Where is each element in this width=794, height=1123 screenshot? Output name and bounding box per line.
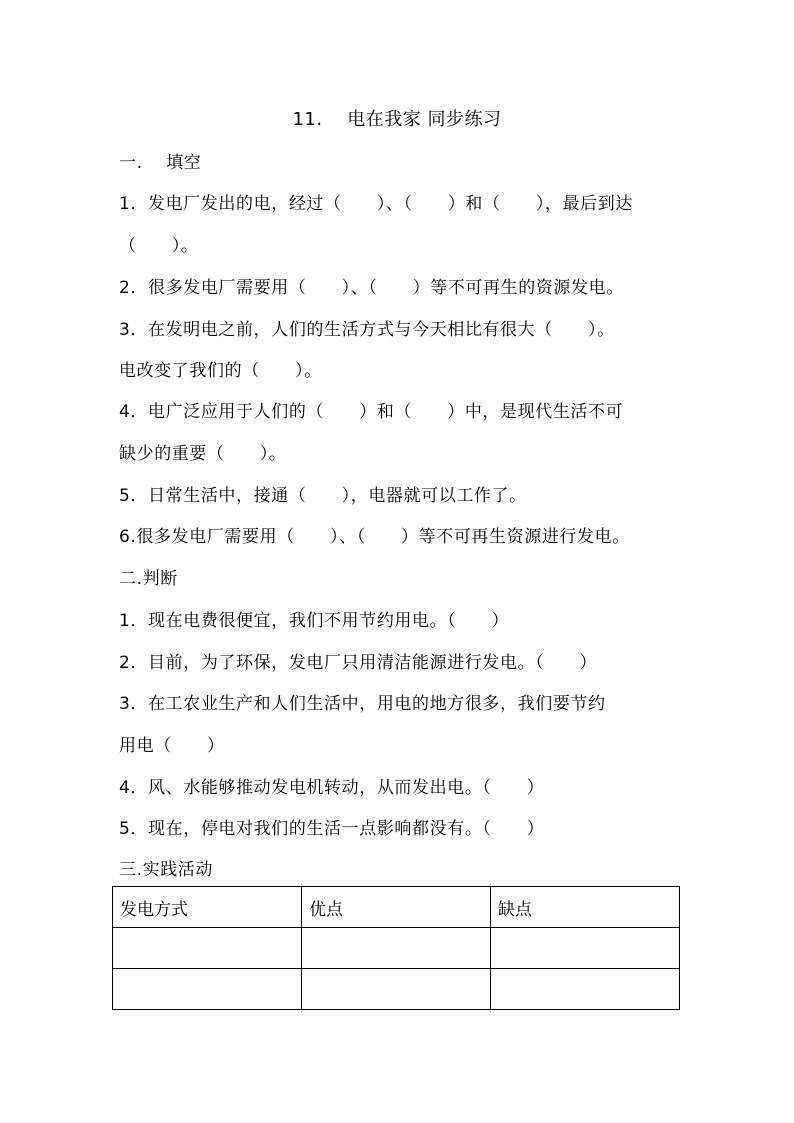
fill-question-6: 6.很多发电厂需要用（ ）、（ ）等不可再生资源进行发电。 bbox=[119, 527, 630, 547]
section-heading-fill: 一. 填空 bbox=[119, 153, 202, 173]
fill-question-4: 4．电广泛应用于人们的（ ）和（ ）中，是现代生活不可 bbox=[119, 402, 624, 422]
judge-question-2: 2．目前，为了环保，发电厂只用清洁能源进行发电。（ ） bbox=[119, 653, 598, 673]
table-header-row bbox=[113, 887, 680, 928]
judge-question-4: 4．风、水能够推动发电机转动，从而发出电。（ ） bbox=[119, 778, 545, 798]
fill-question-3-cont: 电改变了我们的（ ）。 bbox=[119, 361, 322, 381]
fill-question-1: 1．发电厂发出的电，经过（ ）、（ ）和（ ），最后到达 bbox=[119, 194, 633, 214]
page-title: 11. 电在我家 同步练习 bbox=[292, 109, 502, 130]
table-cell[interactable] bbox=[113, 969, 302, 1010]
table-cell[interactable] bbox=[302, 969, 491, 1010]
section-heading-practice: 三.实践活动 bbox=[119, 860, 214, 880]
section-heading-judge: 二.判断 bbox=[119, 569, 178, 589]
table-header-disadvantages: 缺点 bbox=[491, 887, 680, 928]
judge-question-1: 1．现在电费很便宜，我们不用节约用电。（ ） bbox=[119, 611, 510, 631]
table-header-advantages: 优点 bbox=[302, 887, 491, 928]
table-row bbox=[113, 928, 680, 969]
fill-question-3: 3．在发明电之前，人们的生活方式与今天相比有很大（ ）。 bbox=[119, 320, 615, 340]
judge-question-5: 5．现在，停电对我们的生活一点影响都没有。（ ） bbox=[119, 819, 545, 839]
table-cell[interactable] bbox=[491, 969, 680, 1010]
table-cell[interactable] bbox=[491, 928, 680, 969]
table-row bbox=[113, 969, 680, 1010]
practice-table bbox=[112, 886, 680, 1010]
judge-question-3: 3．在工农业生产和人们生活中，用电的地方很多，我们要节约 bbox=[119, 694, 606, 714]
table-header-method: 发电方式 bbox=[113, 887, 302, 928]
fill-question-4-cont: 缺少的重要（ ）。 bbox=[119, 444, 287, 464]
fill-question-2: 2．很多发电厂需要用（ ）、（ ）等不可再生的资源发电。 bbox=[119, 278, 624, 298]
table-cell[interactable] bbox=[113, 928, 302, 969]
fill-question-5: 5．日常生活中，接通（ ），电器就可以工作了。 bbox=[119, 486, 527, 506]
judge-question-3-cont: 用电（ ） bbox=[119, 736, 225, 756]
fill-question-1-cont: （ ）。 bbox=[119, 236, 199, 256]
table-cell[interactable] bbox=[302, 928, 491, 969]
